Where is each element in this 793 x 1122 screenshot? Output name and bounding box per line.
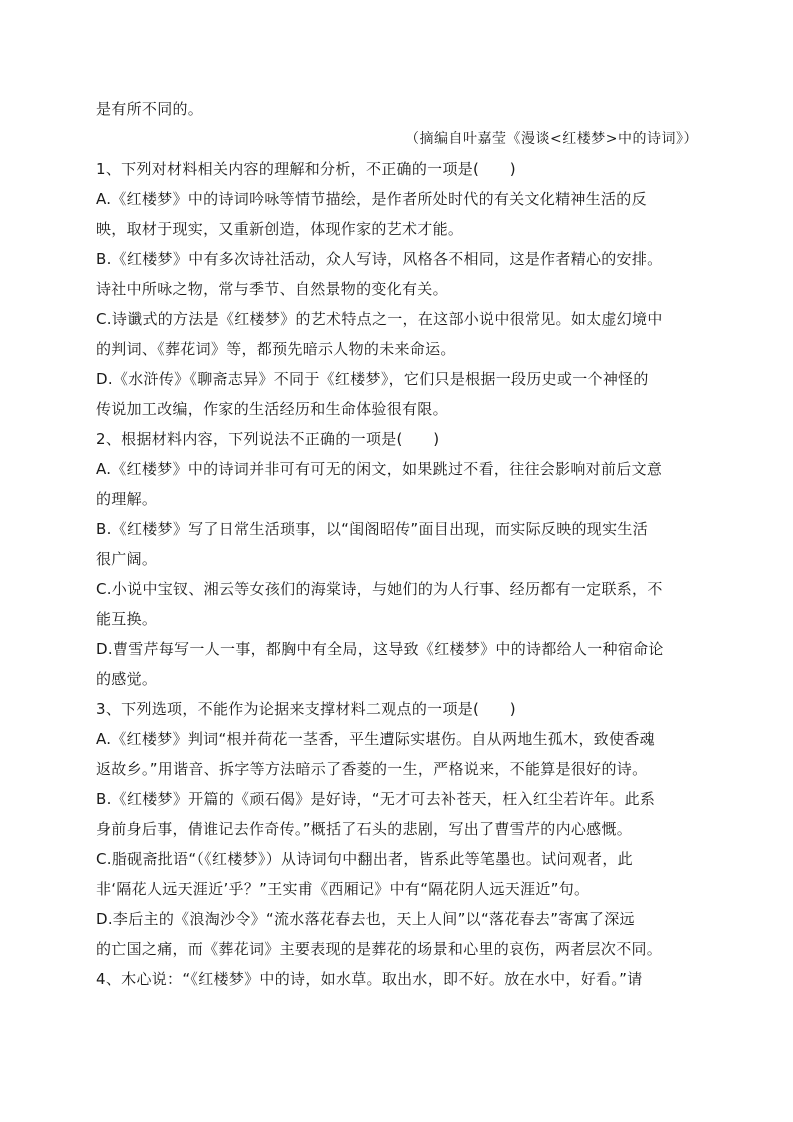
text-line: 映，取材于现实，又重新创造，体现作家的艺术才能。 <box>96 220 464 238</box>
question-1-option-c: C.诗谶式的方法是《红楼梦》的艺术特点之一，在这部小说中很常见。如太虚幻境中 <box>96 310 663 328</box>
question-2-option-c: C.小说中宝钗、湘云等女孩们的海棠诗，与她们的为人行事、经历都有一定联系，不 <box>96 580 663 598</box>
question-1-option-a: A.《红楼梦》中的诗词吟咏等情节描绘，是作者所处时代的有关文化精神生活的反 <box>96 190 647 208</box>
text-line: 诗社中所咏之物，常与季节、自然景物的变化有关。 <box>96 280 448 298</box>
text-line: 很广阔。 <box>96 550 158 568</box>
question-2-option-d: D.曹雪芹每写一人一事，都胸中有全局，这导致《红楼梦》中的诗都给人一种宿命论 <box>96 640 664 658</box>
question-3-option-d: D.李后主的《浪淘沙令》“流水落花春去也，天上人间”以“落花春去”寄寓了深远 <box>96 910 635 928</box>
text-line: 返故乡。”用谐音、拆字等方法暗示了香菱的一生，严格说来，不能算是很好的诗。 <box>96 760 648 778</box>
question-4-stem: 4、木心说：“《红楼梦》中的诗，如水草。取出水，即不好。放在水中，好看。”请 <box>96 970 643 988</box>
question-1-stem: 1、下列对材料相关内容的理解和分析，不正确的一项是( ) <box>96 160 516 178</box>
text-line: 的理解。 <box>96 490 158 508</box>
text-line: 的判词、《葬花词》等，都预先暗示人物的未来命运。 <box>96 340 456 358</box>
text-line: 的亡国之痛，而《葬花词》主要表现的是葬花的场景和心里的哀伤，两者层次不同。 <box>96 940 663 958</box>
question-2-stem: 2、根据材料内容，下列说法不正确的一项是( ) <box>96 430 440 448</box>
question-2-option-a: A.《红楼梦》中的诗词并非可有可无的闲文，如果跳过不看，往往会影响对前后文意 <box>96 460 663 478</box>
question-3-option-b: B.《红楼梦》开篇的《顽石偈》是好诗，“无才可去补苍天，枉入红尘若许年。此系 <box>96 790 656 808</box>
source-citation: （摘编自叶嘉莹《漫谈<红楼梦>中的诗词》） <box>405 131 698 147</box>
question-1-option-d: D.《水浒传》《聊斋志异》不同于《红楼梦》，它们只是根据一段历史或一个神怪的 <box>96 370 649 388</box>
question-1-option-b: B.《红楼梦》中有多次诗社活动，众人写诗，风格各不相同，这是作者精心的安排。 <box>96 250 663 268</box>
question-2-option-b: B.《红楼梦》写了日常生活琐事，以“闺阁昭传”面目出现，而实际反映的现实生活 <box>96 520 649 538</box>
question-3-option-a: A.《红楼梦》判词“根并荷花一茎香，平生遭际实堪伤。自从两地生孤木，致使香魂 <box>96 730 655 748</box>
text-line: 非‘隔花人远天涯近’乎？”王实甫《西厢记》中有“隔花阴人远天涯近”句。 <box>96 880 590 898</box>
document-body <box>96 94 698 994</box>
text-line: 能互换。 <box>96 610 158 628</box>
question-3-option-c: C.脂砚斋批语“（《红楼梦》）从诗词句中翻出者，皆系此等笔墨也。试问观者，此 <box>96 850 633 868</box>
text-line: 身前身后事，倩谁记去作奇传。”概括了石头的悲剧，写出了曹雪芹的内心感慨。 <box>96 820 633 838</box>
text-line: 是有所不同的。 <box>96 100 204 118</box>
text-line: 的感觉。 <box>96 670 158 688</box>
text-line: 传说加工改编，作家的生活经历和生命体验很有限。 <box>96 400 448 418</box>
question-3-stem: 3、下列选项，不能作为论据来支撑材料二观点的一项是( ) <box>96 700 516 718</box>
